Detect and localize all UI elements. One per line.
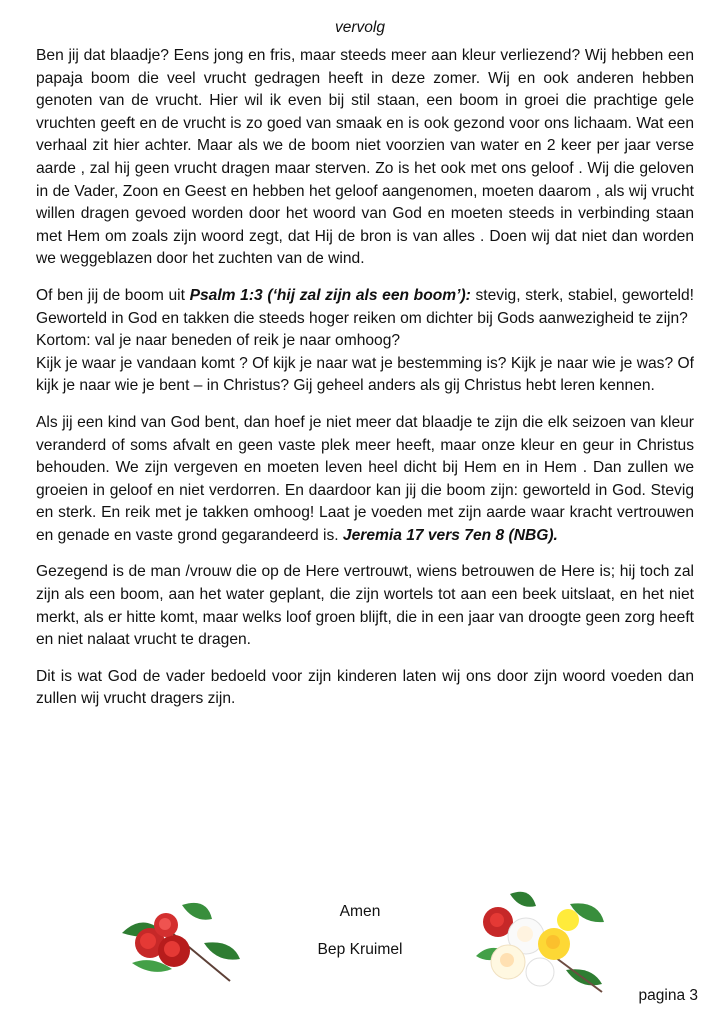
article-body: [36, 45, 694, 725]
amen-text: Amen: [339, 903, 381, 920]
psalm-text: stevig, sterk, stabiel, geworteld! Geworteld in God en takken die steeds hoger reiken om dichter bij Gods aanwezigheid te zijn?: [36, 286, 694, 327]
paragraph-conclusion: Dit is wat God de vader bedoeld voor zijn kinderen laten wij ons door zijn woord voeden dan zullen wij vrucht dragers zijn.: [36, 667, 694, 708]
child-of-god-text: Als jij een kind van God bent, dan hoef je niet meer dat blaadje te zijn die elk seizoen van kleur veranderd of soms afvalt en geen vaste plek meer heeft, maar onze kleur en geur in Christus behouden. We zijn vergeven en moeten leven heel dicht bij Hem en in Hem . Dan zullen we groeien in geloof en niet verdorren. En daardoor kan jij die boom zijn: geworteld in God. Stevig en sterk. En reik met je takken omhoog! Laat je voeden met zijn aarde waar kracht vertrouwen en genade en vaste grond gegarandeerd is.: [36, 413, 694, 544]
paragraph-leaf: Ben jij dat blaadje? Eens jong en fris, maar steeds meer aan kleur verliezend? Wij hebben een papaja boom die veel vrucht gedragen heeft in deze zomer. Wij en ook anderen hebben genoten van de vrucht. Hier wil ik even bij stil staan, een boom in groei die prachtige gele vruchten geeft en de vrucht is zo goed van smaak en is ook gezond voor ons lichaam. Wat een verhaal zit hier achter. Maar als we de boom niet voorzien van water en 2 keer per jaar verse aarde , zal hij geen vrucht dragen maar sterven. Zo is het ook met ons geloof . Wij die geloven in de Vader, Zoon en Geest en hebben het geloof aangenomen, moeten daarom , als wij vrucht willen dragen gevoed worden door het woord van God en moeten steeds in verbinding staan met Hem om zoals zijn woord zegt, dat Hij de bron is van alles . Doen wij dat niet dan worden we weggeblazen door het zuchten van de wind.: [36, 47, 694, 268]
psalm-intro: Of ben jij de boom uit: [36, 286, 190, 304]
paragraph-blessed: Gezegend is de man /vrouw die op de Here vertrouwt, wiens betrouwen de Here is; hij toch zal zijn als een boom, aan het water geplant, die zijn wortels tot aan een beek uitslaat, en het niet merkt, als er hitte komt, maar welks loof groen blijft, die in een jaar van droogte geen zorg heeft en niet nalaat vrucht te dragen.: [36, 563, 694, 649]
paragraph-psalm: [36, 285, 694, 398]
jeremiah-reference: Jeremia 17 vers 7en 8 (NBG).: [342, 526, 558, 544]
psalm-line-3: Kijk je waar je vandaan komt ? Of kijk je naar wat je bestemming is? Kijk je naar wie je was? Of kijk je naar wie je bent – in Christus? Gij geheel anders als gij Christus hebt leren kennen.: [36, 354, 694, 395]
paragraph-child-of-god: [36, 412, 694, 548]
psalm-line-2: Kortom: val je naar beneden of reik je naar omhoog?: [36, 332, 401, 350]
author-name: Bep Kruimel: [317, 941, 403, 958]
mixed-roses-icon: [470, 886, 610, 996]
page-number: pagina 3: [638, 987, 698, 1004]
psalm-reference: Psalm 1:3 (‘hij zal zijn als een boom’):: [189, 286, 471, 304]
page-heading: vervolg: [335, 19, 385, 36]
